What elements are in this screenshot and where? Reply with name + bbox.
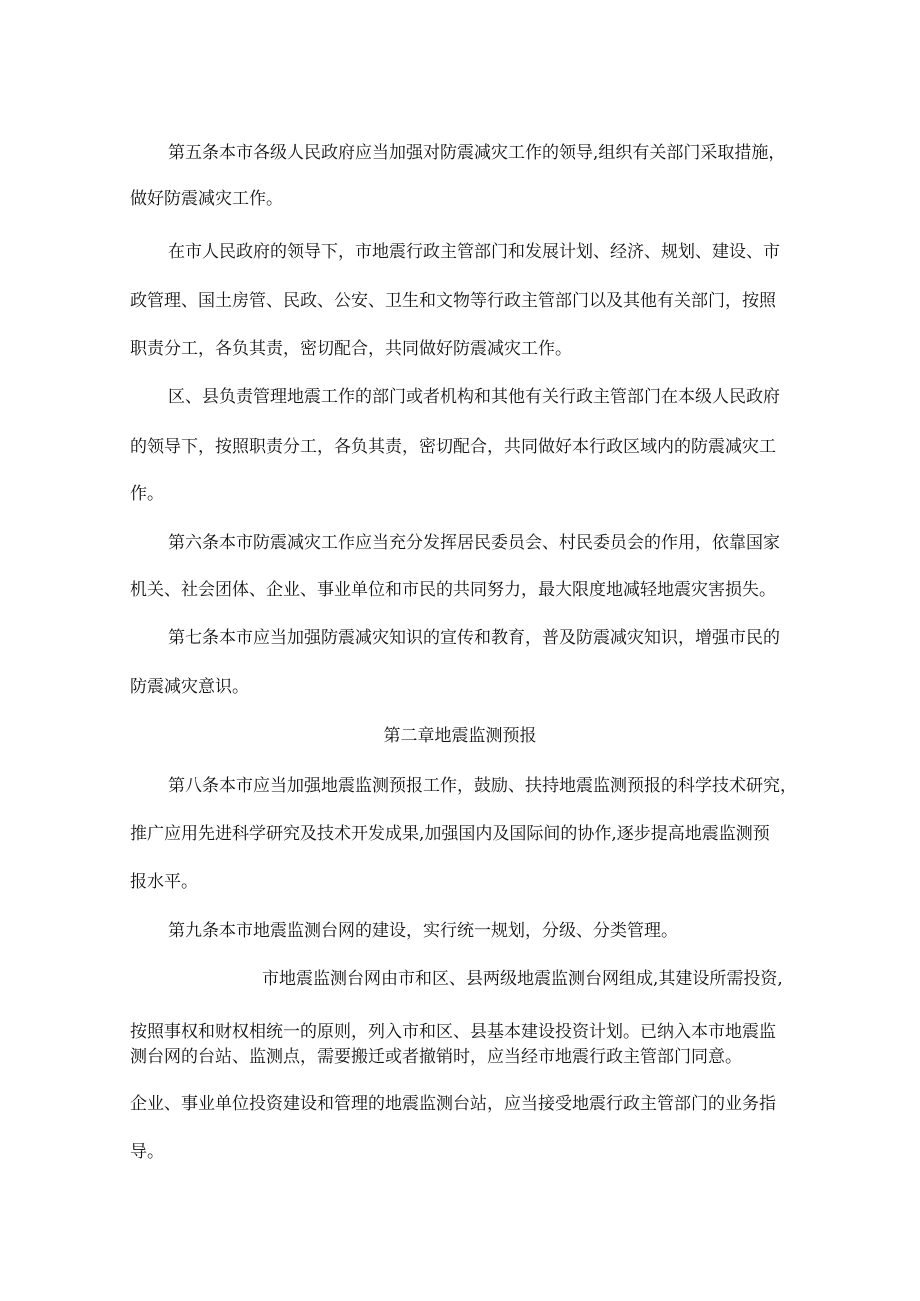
paragraph-line: 的领导下，按照职责分工，各负其责，密切配合，共同做好本行政区域内的防震减灾工 <box>130 437 776 457</box>
paragraph-line: 导。 <box>130 1142 164 1162</box>
paragraph-line: 第八条本市应当加强地震监测预报工作，鼓励、扶持地震监测预报的科学技术研究， <box>168 776 797 796</box>
paragraph-line: 第九条本市地震监测台网的建设，实行统一规划，分级、分类管理。 <box>168 921 678 941</box>
paragraph-line: 做好防震减灾工作。 <box>130 189 283 209</box>
paragraph-line: 政管理、国土房管、民政、公安、卫生和文物等行政主管部门以及其他有关部门，按照 <box>130 291 776 311</box>
paragraph-line: 按照事权和财权相统一的原则，列入市和区、县基本建设投资计划。已纳入本市地震监 <box>130 1022 776 1042</box>
paragraph-line: 职责分工，各负其责，密切配合，共同做好防震减灾工作。 <box>130 339 572 359</box>
paragraph-line: 企业、事业单位投资建设和管理的地震监测台站，应当接受地震行政主管部门的业务指 <box>130 1094 776 1114</box>
paragraph-line: 推广应用先进科学研究及技术开发成果,加强国内及国际间的协作,逐步提高地震监测预 <box>130 824 770 844</box>
paragraph-line: 报水平。 <box>130 872 198 892</box>
paragraph-line: 第五条本市各级人民政府应当加强对防震减灾工作的领导,组织有关部门采取措施， <box>168 143 786 163</box>
paragraph-line: 机关、社会团体、企业、事业单位和市民的共同努力，最大限度地减轻地震灾害损失。 <box>130 580 776 600</box>
paragraph-line: 市地震监测台网由市和区、县两级地震监测台网组成,其建设所需投资, <box>262 969 783 989</box>
paragraph-line: 作。 <box>130 484 164 504</box>
paragraph-line: 测台网的台站、监测点，需要搬迁或者撤销时，应当经市地震行政主管部门同意。 <box>130 1047 742 1067</box>
paragraph-line: 防震减灾意识。 <box>130 677 249 697</box>
paragraph-line: 在市人民政府的领导下，市地震行政主管部门和发展计划、经济、规划、建设、市 <box>168 242 780 262</box>
paragraph-line: 区、县负责管理地震工作的部门或者机构和其他有关行政主管部门在本级人民政府 <box>168 387 780 407</box>
chapter-heading: 第二章地震监测预报 <box>383 726 537 746</box>
paragraph-line: 第六条本市防震减灾工作应当充分发挥居民委员会、村民委员会的作用，依靠国家 <box>168 533 780 553</box>
paragraph-line: 第七条本市应当加强防震减灾知识的宣传和教育，普及防震减灾知识，增强市民的 <box>168 628 780 648</box>
